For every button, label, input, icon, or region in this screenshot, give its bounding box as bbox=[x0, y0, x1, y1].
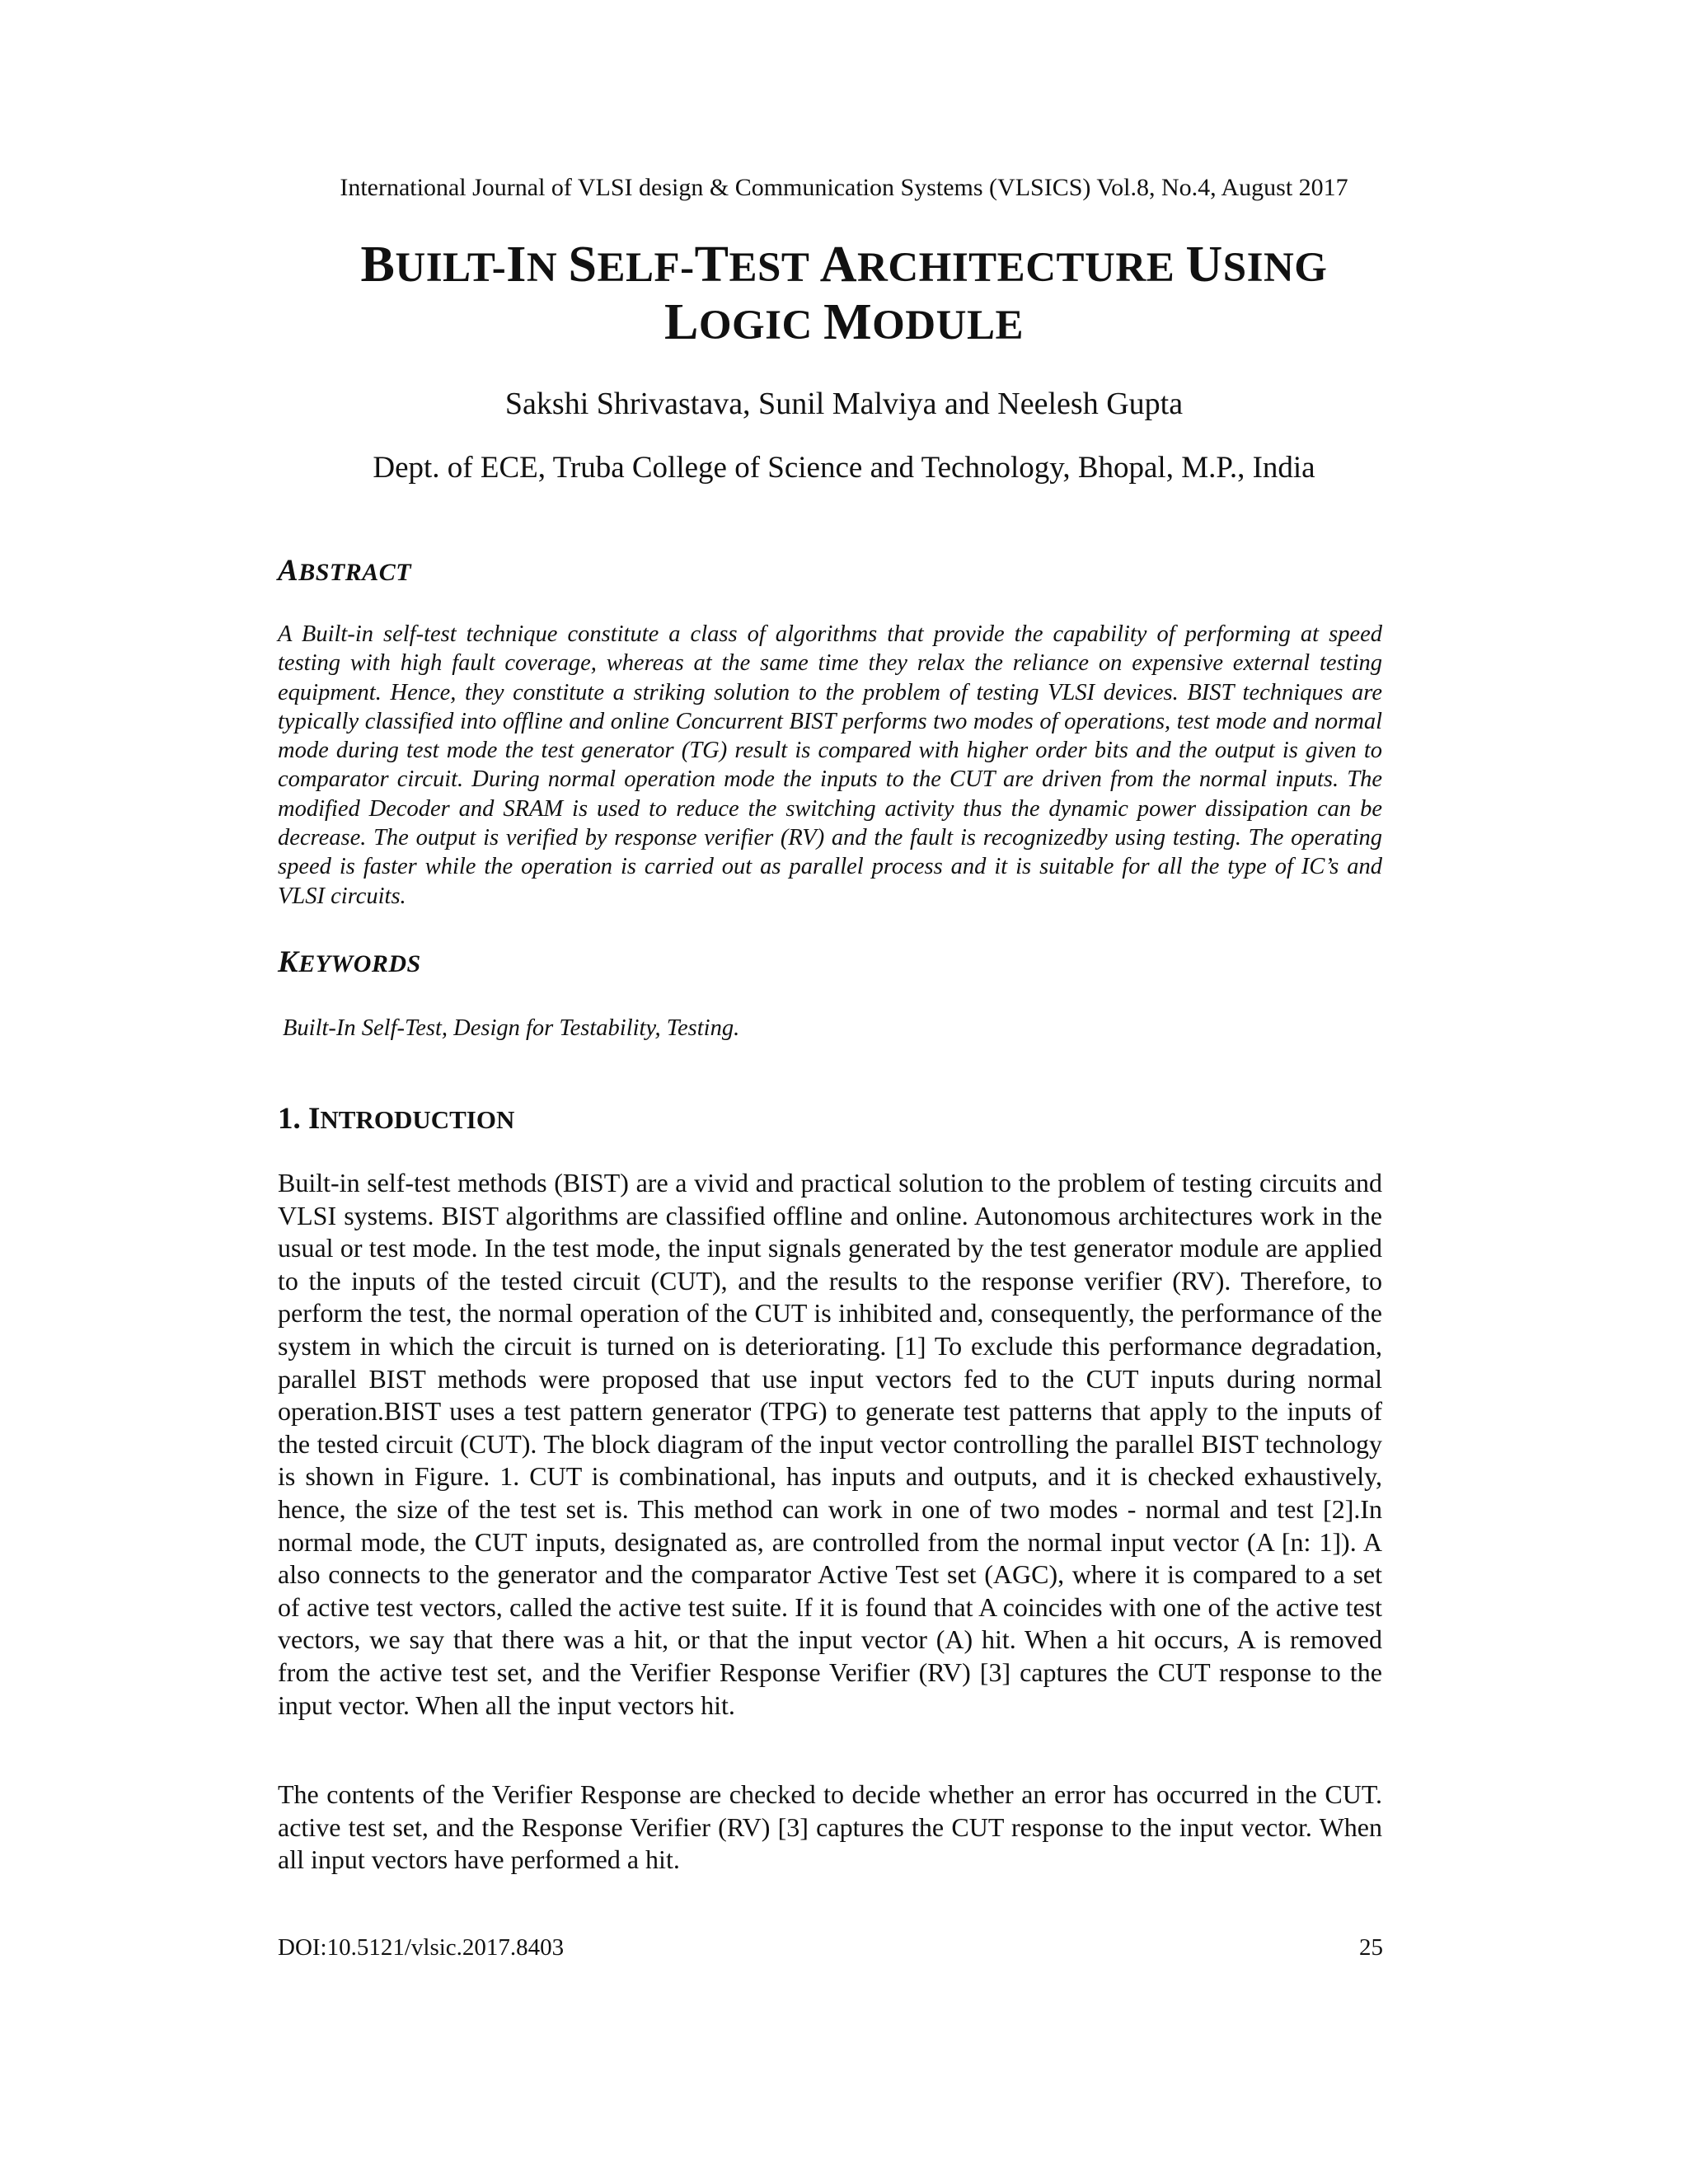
author-affiliation: Dept. of ECE, Truba College of Science and Technology, Bhopal, M.P., India bbox=[373, 451, 1315, 485]
section-number: 1. bbox=[278, 1102, 301, 1136]
introduction-heading: 1. INTRODUCTION bbox=[278, 1102, 515, 1136]
page-number: 25 bbox=[1359, 1934, 1383, 1961]
author-list: Sakshi Shrivastava, Sunil Malviya and Neelesh Gupta bbox=[504, 387, 1184, 421]
title-line-1: BUILT-IN SELF-TEST ARCHITECTURE USING bbox=[360, 237, 1328, 293]
intro-paragraph-1: Built-in self-test methods (BIST) are a vivid and practical solution to the problem of testing circuits and VLSI systems. BIST algorithms are classified offline and online. Autonomous architectures work in the usual or test mode. In the test mode, the input signals generated by the test generator module are applied to the inputs of the tested circuit (CUT), and the results to the response verifier (RV). Therefore, to perform the test, the normal operation of the CUT is inhibited and, consequently, the performance of the system in which the circuit is turned on is deteriorating. [1] To exclude this performance degradation, parallel BIST methods were proposed that use input vectors fed to the CUT inputs during normal operation.BIST uses a test pattern generator (TPG) to generate test patterns that apply to the inputs of the tested circuit (CUT). The block diagram of the input vector controlling the parallel BIST technology is shown in Figure. 1. CUT is combinational, has inputs and outputs, and it is checked exhaustively, hence, the size of the test set is. This method can work in one of two modes - normal and test [2].In normal mode, the CUT inputs, designated as, are controlled from the normal input vector (A [n: 1]). A also connects to the generator and the comparator Active Test set (AGC), where it is compared to a set of active test vectors, called the active test suite. If it is found that A coincides with one of the active test vectors, we say that there was a hit, or that the input vector (A) hit. When a hit occurs, A is removed from the active test set, and the Verifier Response Verifier (RV) [3] captures the CUT response to the input vector. When all the input vectors hit. bbox=[278, 1168, 1382, 1720]
paper-title bbox=[0, 237, 1688, 353]
journal-header: International Journal of VLSI design & Communication Systems (VLSICS) Vol.8, No.4, August 2017 bbox=[340, 174, 1348, 201]
footer-doi: DOI:10.5121/vlsic.2017.8403 bbox=[278, 1934, 565, 1961]
abstract-text: A Built-in self-test technique constitute a class of algorithms that provide the capability of performing at speed testing with high fault coverage, whereas at the same time they relax the reliance on expensive external testing equipment. Hence, they constitute a striking solution to the problem of testing VLSI devices. BIST techniques are typically classified into offline and online Concurrent BIST performs two modes of operations, test mode and normal mode during test mode the test generator (TG) result is compared with higher order bits and the output is given to comparator circuit. During normal operation mode the inputs to the CUT are driven from the normal inputs. The modified Decoder and SRAM is used to reduce the switching activity thus the dynamic power dissipation can be decrease. The output is verified by response verifier (RV) and the fault is recognizedby using testing. The operating speed is faster while the operation is carried out as parallel process and it is suitable for all the type of IC’s and VLSI circuits. bbox=[278, 621, 1382, 909]
title-line-2: LOGIC MODULE bbox=[663, 294, 1025, 350]
abstract-heading: ABSTRACT bbox=[278, 554, 412, 588]
keywords-text: Built-In Self-Test, Design for Testability, Testing. bbox=[283, 1015, 740, 1041]
intro-paragraph-2: The contents of the Verifier Response are checked to decide whether an error has occurred in the CUT. active test set, and the Response Verifier (RV) [3] captures the CUT response to the input vector. When all input vectors have performed a hit. bbox=[278, 1779, 1382, 1875]
keywords-heading: KEYWORDS bbox=[278, 945, 421, 979]
